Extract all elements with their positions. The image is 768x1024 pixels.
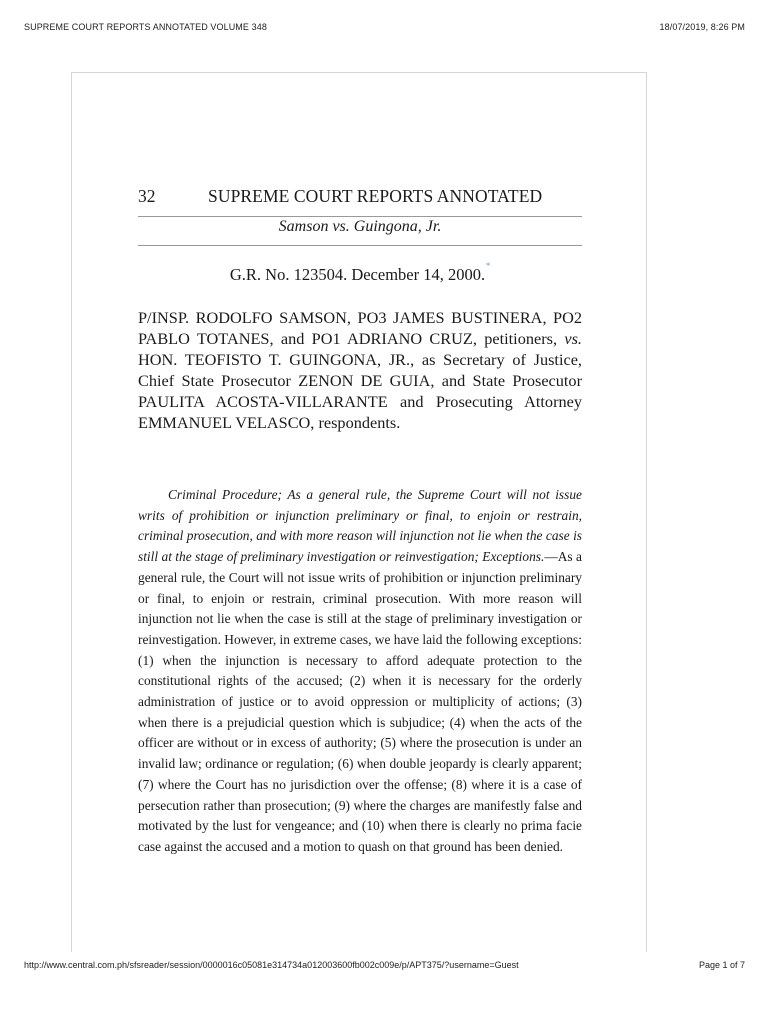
syllabus-topic: Criminal Procedure; As a general rule, the Supreme Court will not issue writs of prohibition or injunction preliminary or final, to enjoin or restrain, criminal prosecution, and with more reason will injunction not lie when the case is still at the stage of preliminary investigation or reinvestigation; Exceptions. — [138, 487, 582, 565]
page-number: 32 — [138, 186, 156, 206]
syllabus-body: —As a general rule, the Court will not issue writs of prohibition or injunction preliminary or final, to enjoin or restrain, criminal prosecution. With more reason will injunction not lie when the case is still at the stage of preliminary investigation or reinvestigation. However, in extreme cases, we have laid the following exceptions: (1) when the injunction is necessary to afford adequate protection to the constitutional rights of the accused; (2) when it is necessary for the orderly administration of justice or to avoid oppression or multiplicity of actions; (3) when there is a prejudicial question which is subjudice; (4) when the acts of the officer are without or in excess of authority; (5) where the prosecution is under an invalid law; ordinance or regulation; (6) when double jeopardy is clearly apparent; (7) where the Court has no jurisdiction over the offense; (8) where it is a case of persecution rather than prosecution; (9) where the charges are manifestly false and motivated by the lust for vengeance; and (10) when there is clearly no prima facie case against the accused and a motion to quash on that ground has been denied. — [138, 549, 582, 854]
running-head — [138, 186, 582, 210]
syllabus-paragraph — [138, 485, 582, 858]
case-parties — [138, 307, 582, 433]
respondents: HON. TEOFISTO T. GUINGONA, JR., as Secretary of Justice, Chief State Prosecutor ZENON DE GUIA, and State Prosecutor PAULITA ACOSTA-VILLARANTE and Prosecuting Attorney EMMANUEL VELASCO, respondents. — [138, 350, 582, 432]
print-timestamp: 18/07/2019, 8:26 PM — [659, 22, 745, 32]
header-rule-bottom — [138, 245, 582, 246]
gr-number-line — [138, 261, 582, 285]
print-header — [24, 22, 745, 34]
footnote-link[interactable]: * — [486, 261, 491, 270]
case-short-title: Samson vs. Guingona, Jr. — [278, 218, 442, 235]
header-rule-top — [138, 216, 582, 217]
print-footer — [24, 960, 745, 972]
gr-number-text: G.R. No. 123504. December 14, 2000. — [229, 265, 486, 284]
reports-title: SUPREME COURT REPORTS ANNOTATED — [208, 186, 543, 206]
source-url: http://www.central.com.ph/sfsreader/session/0000016c05081e314734a012003600fb002c009e/p/APT375/?username=Guest — [24, 960, 519, 970]
versus: vs. — [564, 329, 582, 348]
petitioners: P/INSP. RODOLFO SAMSON, PO3 JAMES BUSTINERA, PO2 PABLO TOTANES, and PO1 ADRIANO CRUZ, petitioners, — [138, 308, 582, 348]
page-indicator: Page 1 of 7 — [698, 960, 745, 970]
document-title: SUPREME COURT REPORTS ANNOTATED VOLUME 348 — [24, 22, 267, 32]
